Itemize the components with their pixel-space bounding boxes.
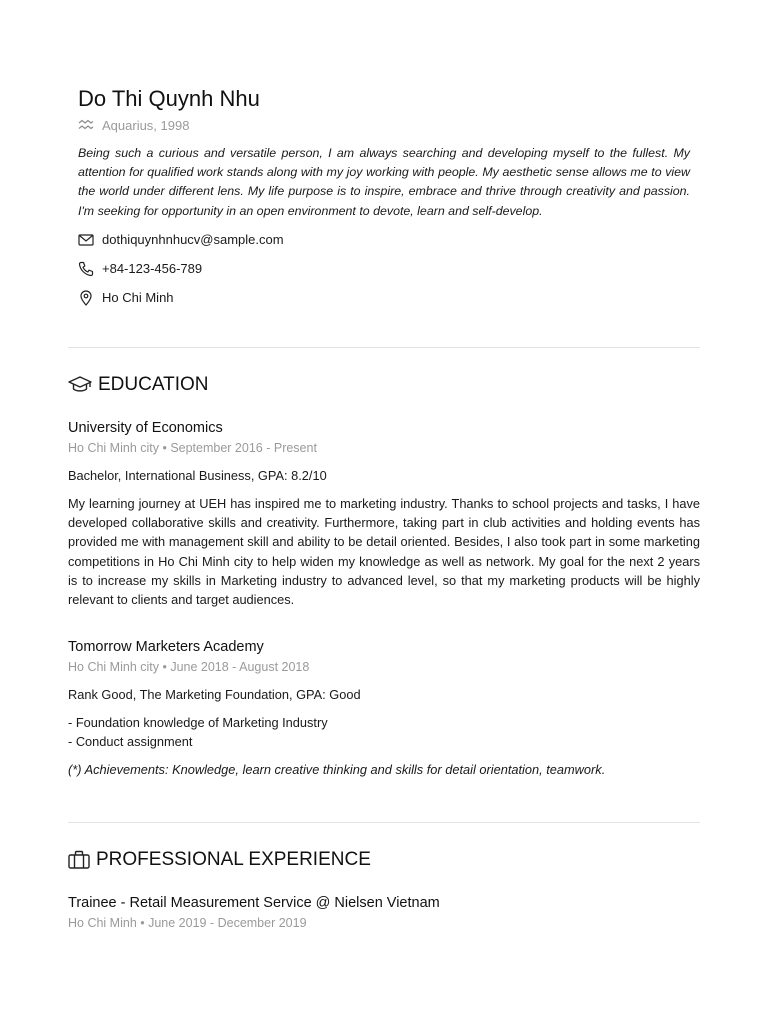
graduation-cap-icon [68,375,92,395]
briefcase-icon [68,850,90,870]
section-divider [68,347,700,348]
contact-email[interactable]: dothiquynhnhucv@sample.com [102,232,284,248]
education-heading [68,372,208,398]
education-entry [68,418,700,609]
experience-heading [68,847,371,873]
phone-icon [78,261,94,277]
education-degree: Bachelor, International Business, GPA: 8.2/10 [68,468,327,483]
contact-email-row [78,230,690,250]
education-meta: Ho Chi Minh city • September 2016 - Present [68,441,317,455]
experience-entry [68,893,700,932]
contact-phone[interactable]: +84-123-456-789 [102,261,203,277]
profile-summary: Being such a curious and versatile person, I am always searching and developing myself to the fullest. My attention for qualified work stands along with my joy working with people. My aesthetic sense allows me to view the world under different lens. My life purpose is to inspire, embrace and thrive through creativity and passion. I'm seeking for opportunity in an open environment to devote, learn and self-develop. [78,146,690,218]
section-divider [68,822,700,823]
education-achievement: (*) Achievements: Knowledge, learn creative thinking and skills for detail orientation, teamwork. [68,762,606,777]
education-bullet: - Conduct assignment [68,734,193,749]
education-degree: Rank Good, The Marketing Foundation, GPA: Good [68,687,361,702]
contact-location: Ho Chi Minh [102,290,174,306]
education-title: EDUCATION [98,374,209,395]
experience-title: PROFESSIONAL EXPERIENCE [96,849,371,870]
contact-phone-row [78,259,690,279]
profile-header [78,84,690,308]
education-entry [68,637,700,779]
experience-meta: Ho Chi Minh • June 2019 - December 2019 [68,916,307,930]
profile-birth-row [78,116,690,134]
experience-role: Trainee - Retail Measurement Service @ Nielsen Vietnam [68,895,440,911]
map-pin-icon [78,290,94,306]
education-school: Tomorrow Marketers Academy [68,639,264,655]
aquarius-icon [78,119,94,131]
profile-name: Do Thi Quynh Nhu [78,86,260,111]
education-meta: Ho Chi Minh city • June 2018 - August 2018 [68,660,310,674]
profile-birth: Aquarius, 1998 [102,117,190,133]
education-school: University of Economics [68,420,223,436]
education-description: My learning journey at UEH has inspired me to marketing industry. Thanks to school projects and tasks, I have developed collaborative skills and creativity. Furthermore, taking part in club activities and holding events has provided me with management skill and ability to be detail oriented. Besides, I also took part in some marketing competitions in Ho Chi Minh city to help widen my knowledge as well as network. My goal for the next 2 years is to increase my skills in Marketing industry to advanced level, so that my marketing products will be highly relevant to clients and target audiences. [68,496,700,608]
contact-location-row [78,288,690,308]
education-bullet: - Foundation knowledge of Marketing Industry [68,715,328,730]
envelope-icon [78,232,94,248]
